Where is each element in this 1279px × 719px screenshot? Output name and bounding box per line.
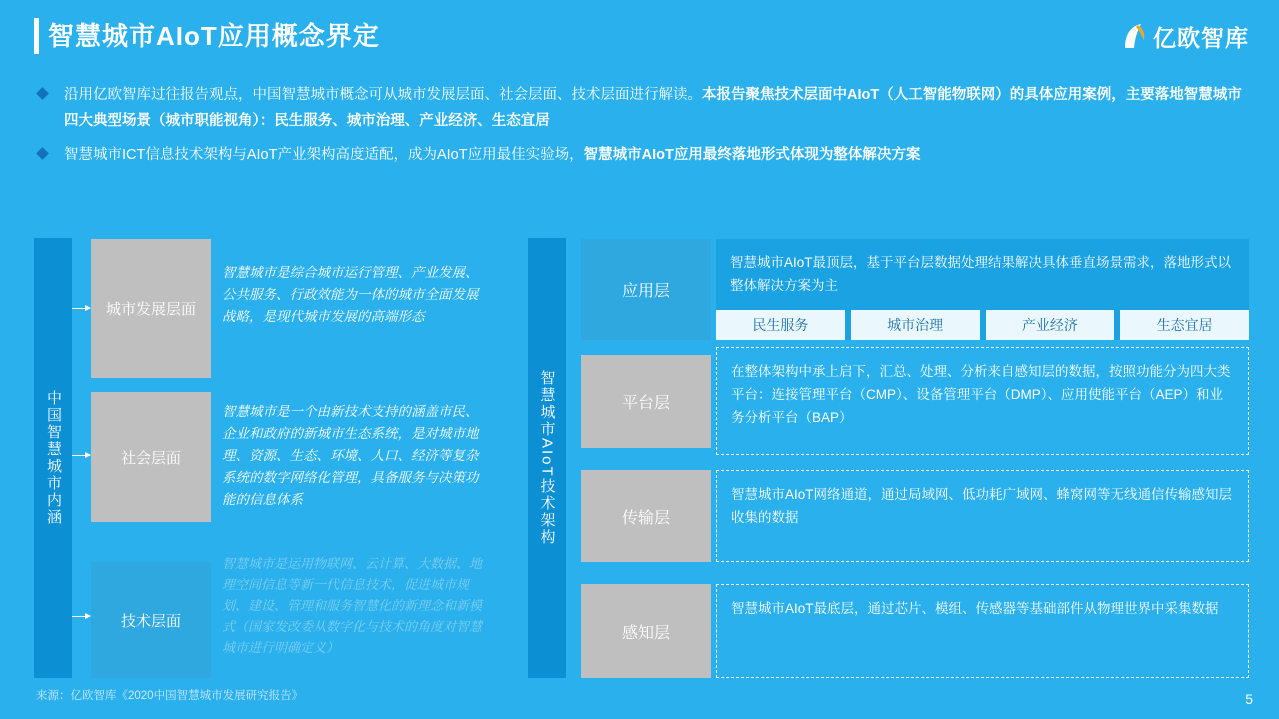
diamond-bullet-icon [36,147,49,160]
right-layer-desc-perception [716,584,1249,678]
left-layer-label-3: 技术层面 [120,612,181,630]
logo-mark-icon [1121,22,1147,52]
right-spine-label: 智慧城市AIoT技术架构 [528,238,566,678]
bullet-list [34,82,1249,176]
right-layer-label-perception: 感知层 [621,624,670,642]
chip-scenario-2[interactable]: 城市治理 [851,310,980,340]
bullet-2-normal: 智慧城市ICT信息技术架构与AIoT产业架构高度适配，成为AIoT应用最佳实验场， [64,147,584,163]
brand-logo [1121,20,1249,53]
left-layer-desc-1: 智慧城市是综合城市运行管理、产业发展、公共服务、行政效能为一体的城市全面发展战略，是现代城市发展的高端形态 [222,265,479,324]
source-note: 来源：亿欧智库《2020中国智慧城市发展研究报告》 [36,690,304,702]
chip-scenario-4[interactable]: 生态宜居 [1120,310,1249,340]
right-layer-desc-text-platform: 在整体架构中承上启下，汇总、处理、分析来自感知层的数据，按照功能分为四大类平台：连接管理平台（CMP）、设备管理平台（DMP）、应用使能平台（AEP）和业务分析平台（BAP） [731,364,1231,425]
slide-header [0,0,1279,68]
arrow-to-layer-1 [72,308,90,309]
page-number: 5 [1245,691,1253,707]
left-layer-label-2: 社会层面 [120,449,181,467]
bullet-item-1 [34,82,1249,134]
chip-scenario-3[interactable]: 产业经济 [986,310,1115,340]
left-layer-desc-2: 智慧城市是一个由新技术支持的涵盖市民、企业和政府的新城市生态系统，是对城市地理、资源、生态、环境、人口、经济等复杂系统的数字网络化管理，具备服务与决策功能的信息体系 [222,404,479,507]
chip-scenario-1[interactable]: 民生服务 [716,310,845,340]
page-title: 智慧城市AIoT应用概念界定 [48,21,380,51]
diamond-bullet-icon [36,87,49,100]
bullet-1-bold: 本报告聚焦技术层面中AIoT（人工智能物联网）的具体应用案例，主要落地智慧城市四大典型场景（城市职能视角）：民生服务、城市治理、产业经济、生态宜居 [64,87,1242,129]
right-layer-desc-text-perception: 智慧城市AIoT最底层，通过芯片、模组、传感器等基础部件从物理世界中采集数据 [731,601,1219,616]
left-layer-box-3 [91,562,211,678]
bullet-item-2 [34,142,1249,168]
right-layer-label-transport: 传输层 [621,509,670,527]
right-layer-box-transport [581,470,711,562]
arrow-to-layer-3 [72,616,90,617]
right-layer-box-perception [581,584,711,678]
right-layer-desc-platform [716,347,1249,455]
right-layer-label-platform: 平台层 [621,395,670,412]
bullet-2-bold: 智慧城市AIoT应用最终落地形式体现为整体解决方案 [583,147,921,163]
logo-text: 亿欧智库 [1153,25,1249,51]
title-accent-bar [34,18,39,54]
left-layer-desc-3: 智慧城市是运用物联网、云计算、大数据、地理空间信息等新一代信息技术，促进城市规划、建设、管理和服务智慧化的新理念和新模式（国家发改委从数字化与技术的角度对智慧城市进行明确定义） [222,556,483,655]
bullet-1-normal: 沿用亿欧智库过往报告观点，中国智慧城市概念可从城市发展层面、社会层面、技术层面进行解读。 [64,87,702,103]
left-layer-label-1: 城市发展层面 [105,301,196,318]
right-layer-box-platform [581,355,711,448]
application-scenario-chips [716,310,1249,340]
left-layer-box-2 [91,392,211,522]
right-layer-desc-transport [716,470,1249,562]
right-layer-desc-text-transport: 智慧城市AIoT网络通道，通过局域网、低功耗广域网、蜂窝网等无线通信传输感知层收集的数据 [731,487,1233,525]
arrow-to-layer-2 [72,455,90,456]
right-layer-box-application [581,239,711,340]
left-layer-box-1 [91,239,211,378]
right-layer-label-application: 应用层 [621,283,670,300]
left-spine-label: 中国智慧城市内涵 [34,238,72,678]
right-layer-desc-text-application: 智慧城市AIoT最顶层，基于平台层数据处理结果解决具体垂直场景需求，落地形式以整体解决方案为主 [730,255,1232,293]
